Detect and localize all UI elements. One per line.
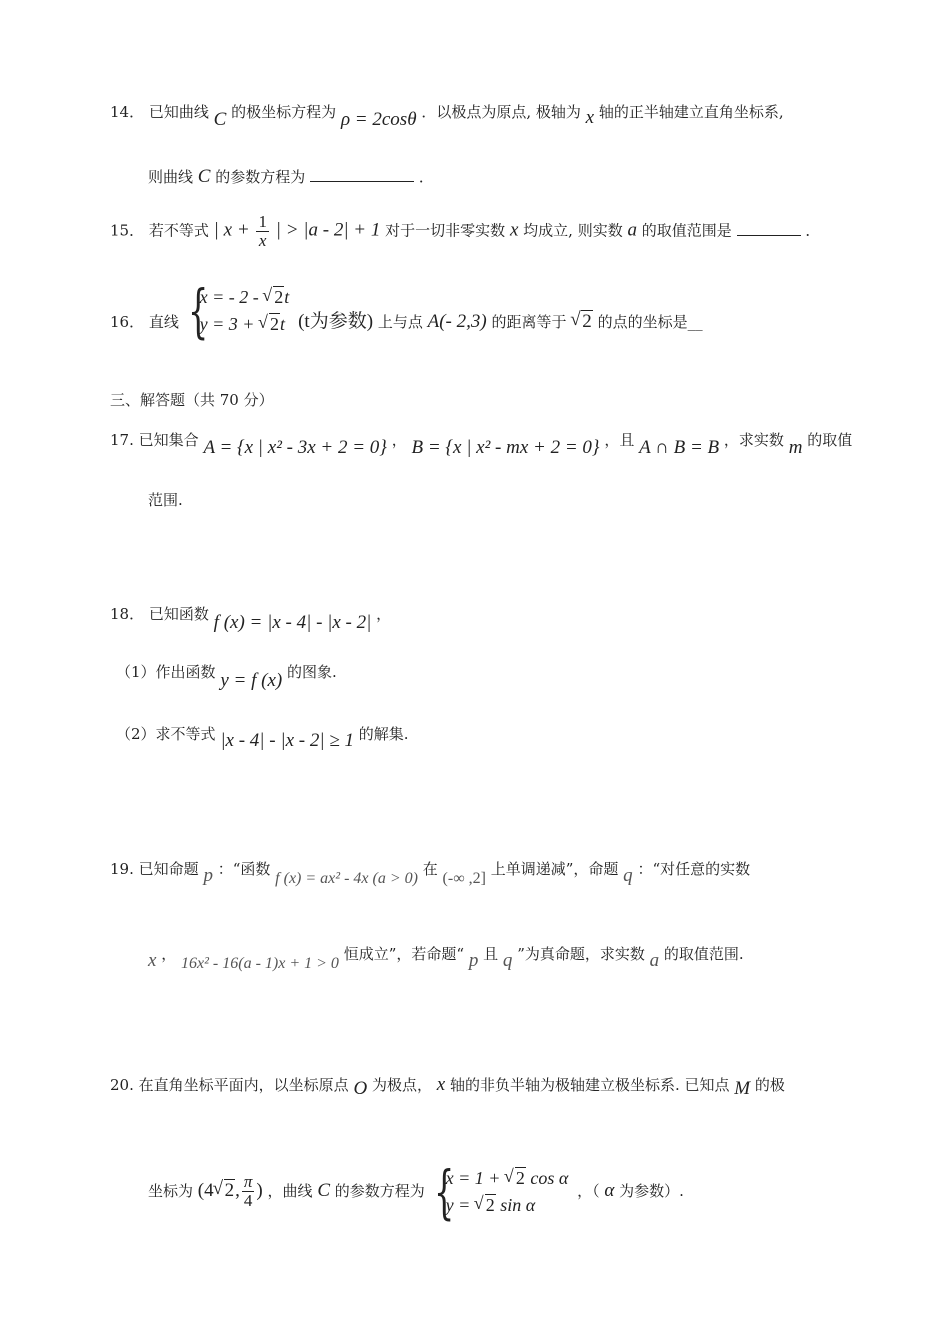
math-symbol: p [468,950,479,971]
question-text: 已知函数 [148,605,209,623]
question-text: ． [805,221,821,240]
math-symbol: x [585,107,595,128]
math-symbol: q [502,950,513,971]
question-text: ：“函数 [217,860,271,878]
math-symbol: x [509,219,519,241]
question-text: ． [418,168,434,186]
math-equation: ρ = 2cosθ [340,109,417,130]
question-14-line-1 [110,100,840,130]
question-number: 14． [110,103,145,121]
question-16 [110,277,840,345]
question-text: 上与点 [377,313,423,331]
math-symbol: M [734,1078,751,1099]
brace-symbol: { [187,277,208,345]
question-text: ，（ [577,1182,600,1200]
question-18-part-2 [116,722,840,751]
question-19-line-2 [148,942,840,972]
fraction-denominator: x [258,231,267,250]
question-text: 且 [483,945,499,963]
question-text: （2）求不等式 [116,725,216,743]
math-symbol: C [213,109,227,130]
math-symbol: C [197,166,211,187]
question-text: 的取值范围. [663,945,744,963]
set-condition: A ∩ B = B [639,437,720,458]
question-number: 16． [110,313,145,331]
question-text: 均成立, 则实数 [523,221,623,240]
question-text: 为参数）. [619,1182,684,1200]
question-text: 若不等式 [148,221,209,240]
math-symbol: q [623,865,633,886]
set-b: B = {x | x² - mx + 2 = 0} [411,437,600,458]
question-text: 为极点， [371,1076,432,1094]
param-note: (t为参数) [298,311,374,332]
fraction [256,213,269,250]
math-symbol: a [627,219,637,241]
section-heading: 三、解答题（共 70 分） [110,391,274,409]
question-text: 已知集合 [138,431,199,449]
math-symbol: p [203,865,213,886]
question-text: ， [376,605,392,623]
question-18-line-1 [110,602,840,633]
question-text: 在直角坐标平面内，以坐标原点 [138,1076,349,1094]
question-17-line-2: 范围. [148,491,183,509]
math-symbol: C [317,1180,330,1201]
question-text: 直线 [148,313,179,331]
question-text: 已知命题 [138,860,199,878]
set-a: A = {x | x² - 3x + 2 = 0} [203,437,387,458]
question-text: 则曲线 [148,168,194,186]
question-text: ：“对任意的实数 [637,860,751,878]
question-15 [110,213,840,250]
question-17-line-1 [110,428,853,458]
polar-coordinate: (4√ 2, $\frac{\pi}{4}$ ) [198,1180,263,1201]
question-text: 的距离等于 [491,313,567,331]
question-text: 的取值 [807,431,853,449]
math-point: A(- 2,3) [427,311,487,332]
system-row-1: x = 1 + √ 2 cos α [446,1165,569,1192]
interval: (-∞ ,2] [442,870,486,887]
question-20-line-1 [110,1073,840,1097]
math-symbol: m [788,437,803,458]
question-14-line-2 [148,165,840,189]
function-definition: f (x) = |x - 4| - |x - 2| [213,612,372,633]
question-text: 的取值范围是 [641,221,732,240]
question-text: 恒成立”，若命题“ [343,945,465,963]
question-text: ， [391,431,407,449]
math-symbol: x [148,950,157,971]
question-number: 18． [110,605,145,623]
fraction-numerator: 1 [258,212,267,231]
question-text: 的图象. [286,663,337,681]
question-text: ，求实数 [723,431,784,449]
brace-symbol: { [433,1158,454,1226]
system-row-2: y = √ 2 sin α [446,1192,569,1219]
answer-blank[interactable] [310,181,414,182]
question-text: 的参数方程为 [215,168,306,186]
question-19-line-1 [110,857,840,887]
question-number: 17. [110,431,134,449]
math-symbol: a [649,950,660,971]
equation-system [433,1158,569,1226]
question-text: 上单调递减”，命题 [490,860,619,878]
question-text: 对于一切非零实数 [385,221,506,240]
question-text: ．以极点为原点, 极轴为 [421,103,581,121]
question-text: 的点的坐标是__ [597,313,703,331]
question-text: ”为真命题，求实数 [517,945,645,963]
sqrt-expression: √ 2 [571,311,593,332]
inequality: |x - 4| - |x - 2| ≥ 1 [220,730,354,751]
question-number: 20. [110,1076,134,1094]
question-text: ，曲线 [267,1182,313,1200]
question-text: ，且 [604,431,635,449]
question-text: 的解集. [358,725,409,743]
question-number: 19. [110,860,134,878]
question-text: ， [161,945,177,963]
system-row-1: x = - 2 - √ 2t [200,284,290,311]
math-expression: | > |a - 2| + 1 [275,219,381,241]
question-text: 坐标为 [148,1182,194,1200]
math-symbol: O [353,1078,368,1099]
question-text: 的极 [754,1076,785,1094]
math-symbol: α [604,1180,615,1201]
math-expression: | x + [213,219,250,241]
answer-blank[interactable] [737,235,801,236]
function-definition: f (x) = ax² - 4x (a > 0) [275,870,418,887]
question-18-part-1 [116,660,840,691]
math-symbol: x [436,1074,446,1095]
question-number: 15． [110,221,145,240]
question-text: 轴的非负半轴为极轴建立极坐标系. 已知点 [449,1076,730,1094]
inequality: 16x² - 16(a - 1)x + 1 > 0 [181,955,339,972]
question-text: （1）作出函数 [116,663,216,681]
question-text: 已知曲线 [148,103,209,121]
system-row-2: y = 3 + √ 2t [200,311,290,338]
question-text: 的参数方程为 [334,1182,425,1200]
question-text: 的极坐标方程为 [231,103,337,121]
function-equation: y = f (x) [220,670,283,691]
question-text: 轴的正半轴建立直角坐标系, [598,103,784,121]
question-text: 在 [422,860,438,878]
equation-system [187,277,290,345]
question-20-line-2 [148,1158,840,1226]
